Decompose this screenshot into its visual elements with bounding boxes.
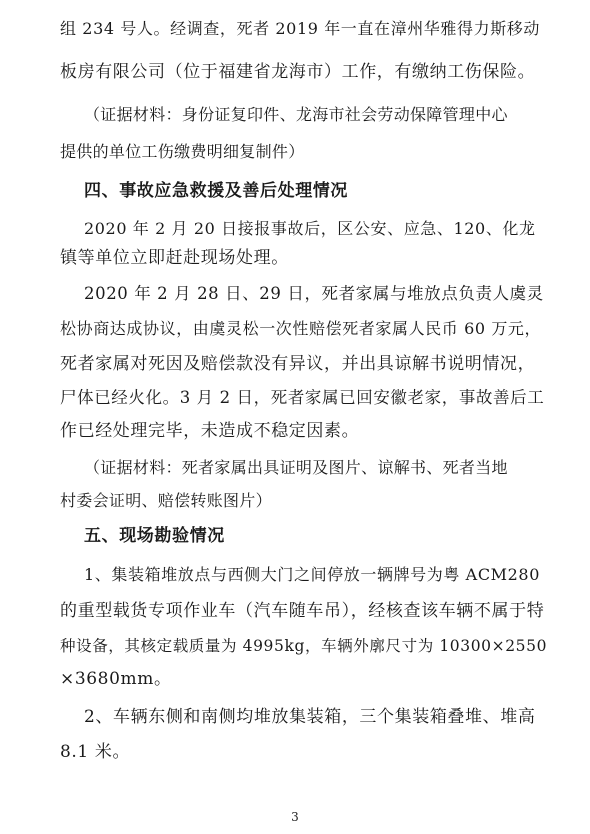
text-line: 镇等单位立即赶赴现场处理。	[60, 248, 289, 268]
evidence-note: （证据材料：死者家属出具证明及图片、谅解书、死者当地	[84, 458, 508, 477]
evidence-note: 提供的单位工伤缴费明细复制件）	[60, 142, 305, 161]
page-number: 3	[291, 810, 299, 824]
text-line: ×3680mm。	[60, 669, 172, 689]
evidence-note: （证据材料：身份证复印件、龙海市社会劳动保障管理中心	[84, 105, 508, 124]
text-line: 作已经处理完毕，未造成不稳定因素。	[60, 421, 360, 441]
text-line: 2020 年 2 月 20 日接报事故后，区公安、应急、120、化龙	[84, 219, 536, 238]
text-line: 1、集装箱堆放点与西侧大门之间停放一辆牌号为粤 ACM280	[84, 565, 540, 584]
text-line: 尸体已经火化。3 月 2 日，死者家属已回安徽老家，事故善后工	[60, 388, 545, 407]
text-line: 种设备，其核定载质量为 4995kg，车辆外廓尺寸为 10300×2550	[60, 637, 548, 655]
text-line: 松协商达成协议，由虞灵松一次性赔偿死者家属人民币 60 万元，	[60, 319, 542, 338]
evidence-note: 村委会证明、赔偿转账图片）	[60, 491, 272, 510]
text-line: 8.1 米。	[60, 742, 131, 762]
text-line: 2、车辆东侧和南侧均堆放集装箱，三个集装箱叠堆、堆高	[84, 707, 536, 727]
section-heading: 五、现场勘验情况	[84, 526, 225, 546]
text-line: 2020 年 2 月 28 日、29 日，死者家属与堆放点负责人虞灵	[84, 284, 544, 303]
text-line: 组 234 号人。经调查，死者 2019 年一直在漳州华雅得力斯移动	[60, 19, 541, 38]
text-line: 死者家属对死因及赔偿款没有异议，并出具谅解书说明情况，	[60, 354, 536, 374]
section-heading: 四、事故应急救援及善后处理情况	[84, 181, 348, 201]
text-line: 板房有限公司（位于福建省龙海市）工作，有缴纳工伤保险。	[60, 62, 536, 82]
text-line: 的重型载货专项作业车（汽车随车吊），经核查该车辆不属于特	[60, 601, 545, 621]
